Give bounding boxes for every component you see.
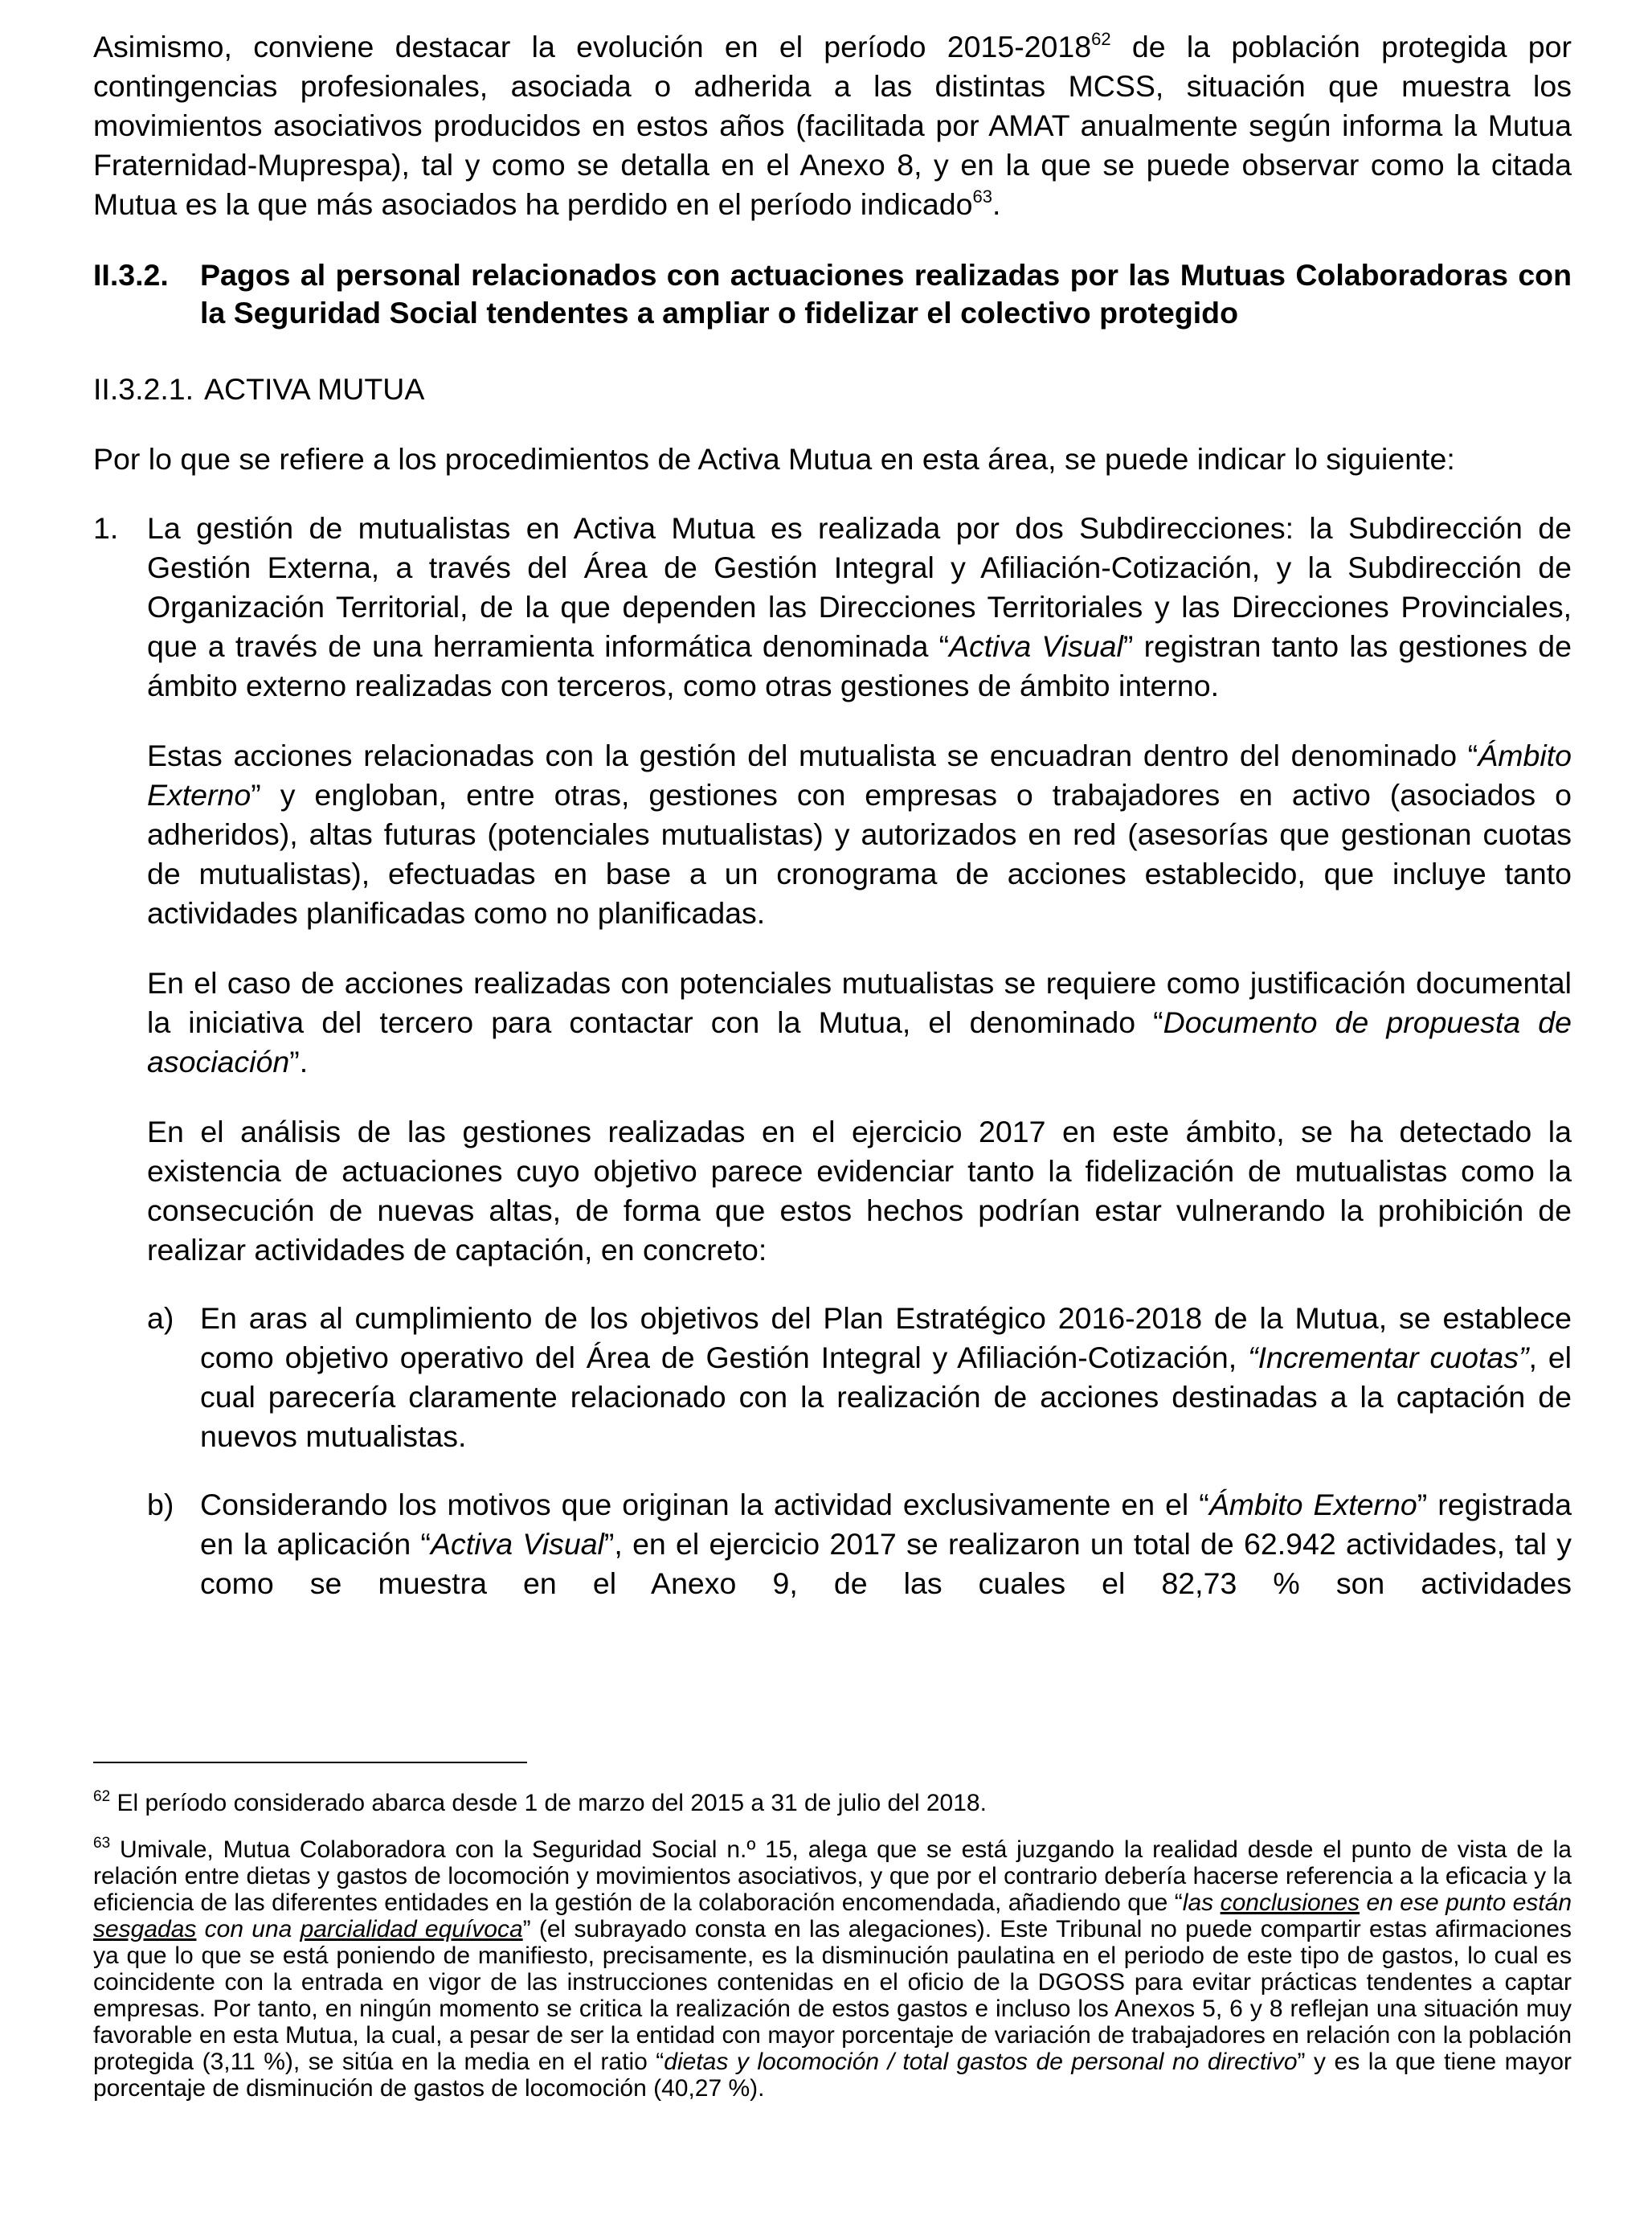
footnote-text: El período considerado abarca desde 1 de marzo del 2015 a 31 de julio del 2018. [110, 1790, 987, 1816]
underlined-text: sesgadas [93, 1916, 197, 1942]
underlined-text: parcialidad equívoca [300, 1916, 523, 1942]
text: ” registran tanto las gestiones de ámbito externo realizadas con terceros, como otras gestiones de ámbito interno. [147, 629, 1572, 702]
list-item-content [147, 509, 1572, 1603]
numbered-list-item [93, 509, 1572, 1603]
footnote-ref-62[interactable]: 62 [1091, 29, 1111, 49]
italic-term: Ámbito Externo [1208, 1488, 1417, 1521]
subsection-heading [93, 370, 1572, 408]
intro-text: . [992, 187, 1001, 221]
list-marker: b) [147, 1488, 174, 1521]
lettered-list-item-a [147, 1299, 1572, 1456]
footnote-text: ” (el subrayado consta en las alegaciones). Este Tribunal no puede compartir estas afirmaciones ya que lo que se está poniendo de manifiesto, precisamente, es la disminución paulatina en el periodo de este tipo de gastos, lo cual es coincidente con la entrada en vigor de las instrucciones contenidas en el oficio de la DGOSS para evitar prácticas tendentes a captar empresas. Por tanto, en ningún momento se critica la realización de estos gastos e incluso los Anexos 5, 6 y 8 reflejan una situación muy favorable en esta Mutua, la cual, a pesar de ser la entidad con mayor porcentaje de variación de trabajadores en relación con la población protegida (3,11 %), se sitúa en la media en el ratio “ [93, 1916, 1572, 2075]
text: Considerando los motivos que originan la actividad exclusivamente en el “ [200, 1488, 1209, 1521]
footnotes [93, 1790, 1572, 2102]
intro-text: de la población protegida por contingencias profesionales, asociada o adherida a las distintas MCSS, situación que muestra los movimientos asociativos producidos en estos años (facilitada por AMAT anualmente según informa la Mutua Fraternidad-Muprespa), tal y como se detalla en el Anexo 8, y en la que se puede observar como la citada Mutua es la que más asociados ha perdido en el período indicado [93, 30, 1572, 221]
italic-term: “Incrementar cuotas” [1248, 1341, 1529, 1374]
text: Estas acciones relacionadas con la gestión del mutualista se encuadran dentro del denominado “ [147, 739, 1478, 772]
section-heading [93, 256, 1572, 332]
subitem-text [200, 1299, 1572, 1456]
item-paragraph-3 [147, 964, 1572, 1082]
text: En aras al cumplimiento de los objetivos del Plan Estratégico 2016-2018 de la Mutua, se establece como objetivo operativo del Área de Gestión Integral y Afiliación-Cotización, [200, 1301, 1572, 1374]
footnote-number: 63 [93, 1835, 111, 1852]
italic-term: dietas y locomoción / total gastos de personal no directivo [664, 2049, 1298, 2075]
lettered-list-item-b [147, 1485, 1572, 1603]
italic-term: Activa Visual [431, 1527, 604, 1561]
document-page [93, 27, 1572, 1603]
subsection-number: II.3.2.1. [93, 372, 194, 406]
intro-paragraph [93, 27, 1572, 224]
subitem-text [200, 1485, 1572, 1603]
footnote-number: 62 [93, 1788, 111, 1805]
footnote-separator [93, 1762, 527, 1763]
text: ” registrada en la aplicación “ [200, 1488, 1572, 1561]
footnote-ref-63[interactable]: 63 [972, 186, 992, 207]
footnote-63 [93, 1836, 1572, 2102]
text: con una [196, 1916, 301, 1942]
text: En el caso de acciones realizadas con potenciales mutualistas se requiere como justificación documental la iniciativa del tercero para contactar con la Mutua, el denominado “ [147, 966, 1572, 1039]
lead-sentence: Por lo que se refiere a los procedimientos de Activa Mutua en esta área, se puede indicar lo siguiente: [93, 442, 1455, 476]
subsection-title: ACTIVA MUTUA [204, 372, 425, 406]
text: , el cual parecería claramente relacionado con la realización de acciones destinadas a la captación de nuevos mutualistas. [200, 1341, 1572, 1453]
text: La gestión de mutualistas en Activa Mutua es realizada por dos Subdirecciones: la Subdirección de Gestión Externa, a través del Área de Gestión Integral y Afiliación-Cotización, y la Subdirección de Organización Territorial, de la que dependen las Direcciones Territoriales y las Direcciones Provinciales, que a través de una herramienta informática denominada “ [147, 511, 1572, 663]
list-marker: 1. [93, 511, 119, 545]
footnote-text: Umivale, Mutua Colaboradora con la Seguridad Social n.º 15, alega que se está juzgando la realidad desde el punto de vista de la relación entre dietas y gastos de locomoción y movimientos asociativos, y que por el contrario debería hacerse referencia a la eficacia y la eficiencia de las diferentes entidades en la gestión de la colaboración encomendada, añadiendo que “ [93, 1836, 1572, 1916]
text: las [1182, 1889, 1221, 1916]
footnote-text: ” y es la que tiene mayor porcentaje de disminución de gastos de locomoción (40,27 %). [93, 2049, 1572, 2102]
item-paragraph-1 [147, 509, 1572, 706]
italic-term: Documento de propuesta de asociación [147, 1005, 1572, 1079]
section-number: II.3.2. [93, 258, 169, 292]
item-paragraph-2 [147, 736, 1572, 933]
underlined-text: conclusiones [1220, 1889, 1360, 1916]
footnote-62 [93, 1790, 1572, 1816]
italic-term: Ámbito Externo [147, 739, 1572, 812]
text: en ese punto están [1360, 1889, 1572, 1916]
intro-text: Asimismo, conviene destacar la evolución en el período 2015-2018 [93, 30, 1092, 63]
text: ”. [289, 1045, 309, 1079]
text: ” y engloban, entre otras, gestiones con empresas o trabajadores en activo (asociados o adheridos), altas futuras (potenciales mutualistas) y autorizados en red (asesorías que gestionan cuotas de mutualistas), efectuadas en base a un cronograma de acciones establecido, que incluye tanto actividades planificadas como no planificadas. [147, 778, 1572, 930]
list-marker: a) [147, 1301, 174, 1335]
text: ”, en el ejercicio 2017 se realizaron un total de 62.942 actividades, tal y como se muestra en el Anexo 9, de las cuales el 82,73 % son actividades [200, 1527, 1572, 1600]
italic-term: Activa Visual [949, 629, 1123, 663]
item-paragraph-4: En el análisis de las gestiones realizadas en el ejercicio 2017 en este ámbito, se ha detectado la existencia de actuaciones cuyo objetivo parece evidenciar tanto la fidelización de mutualistas como la consecución de nuevas altas, de forma que estos hechos podrían estar vulnerando la prohibición de realizar actividades de captación, en concreto: [147, 1115, 1572, 1267]
section-title: Pagos al personal relacionados con actuaciones realizadas por las Mutuas Colaboradoras con la Seguridad Social tendentes a ampliar o fidelizar el colectivo protegido [200, 258, 1572, 330]
